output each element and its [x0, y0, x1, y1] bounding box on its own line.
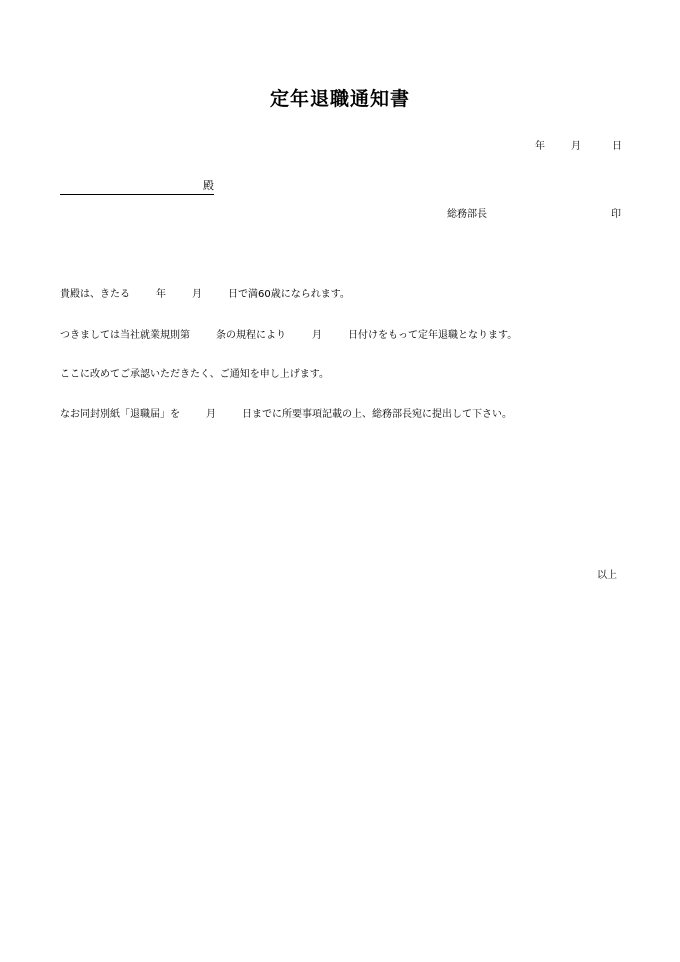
p2-month: 月: [312, 330, 322, 341]
p2-article: 条の規程により: [216, 330, 286, 341]
sender-department: 総務部長: [447, 209, 487, 220]
p1-year: 年: [156, 289, 166, 300]
sender-seal: 印: [611, 209, 621, 220]
body-paragraph-4: [60, 405, 640, 419]
body-paragraph-2: [60, 326, 640, 340]
p1-text-d: 日で満60歳になられます。: [228, 289, 350, 300]
p1-month: 月: [192, 289, 202, 300]
p1-text-a: 貴殿は、きたる: [60, 289, 130, 300]
body-paragraph-3: [60, 365, 640, 379]
p4-text-a: なお同封別紙「退職届」を: [60, 409, 180, 420]
date-line: [527, 137, 627, 151]
date-day-label: 日: [612, 141, 622, 152]
p3-text-a: ここに改めてご承認いただきたく、ご通知を申し上げます。: [60, 369, 329, 380]
p4-text-c: 日までに所要事項記載の上、総務部長宛に提出して下さい。: [242, 409, 512, 420]
closing-text: 以上: [597, 570, 617, 581]
date-year-label: 年: [535, 141, 545, 152]
document-title: 定年退職通知書: [269, 88, 410, 110]
body-paragraph-1: [60, 285, 640, 299]
p4-month: 月: [206, 409, 216, 420]
addressee-honorific: 殿: [203, 179, 214, 192]
p2-text-a: つきましては当社就業規則第: [60, 330, 190, 341]
addressee-line: [60, 180, 214, 195]
sender-line: [447, 205, 627, 219]
p2-text-d: 日付けをもって定年退職となります。: [348, 330, 518, 341]
date-month-label: 月: [571, 141, 581, 152]
